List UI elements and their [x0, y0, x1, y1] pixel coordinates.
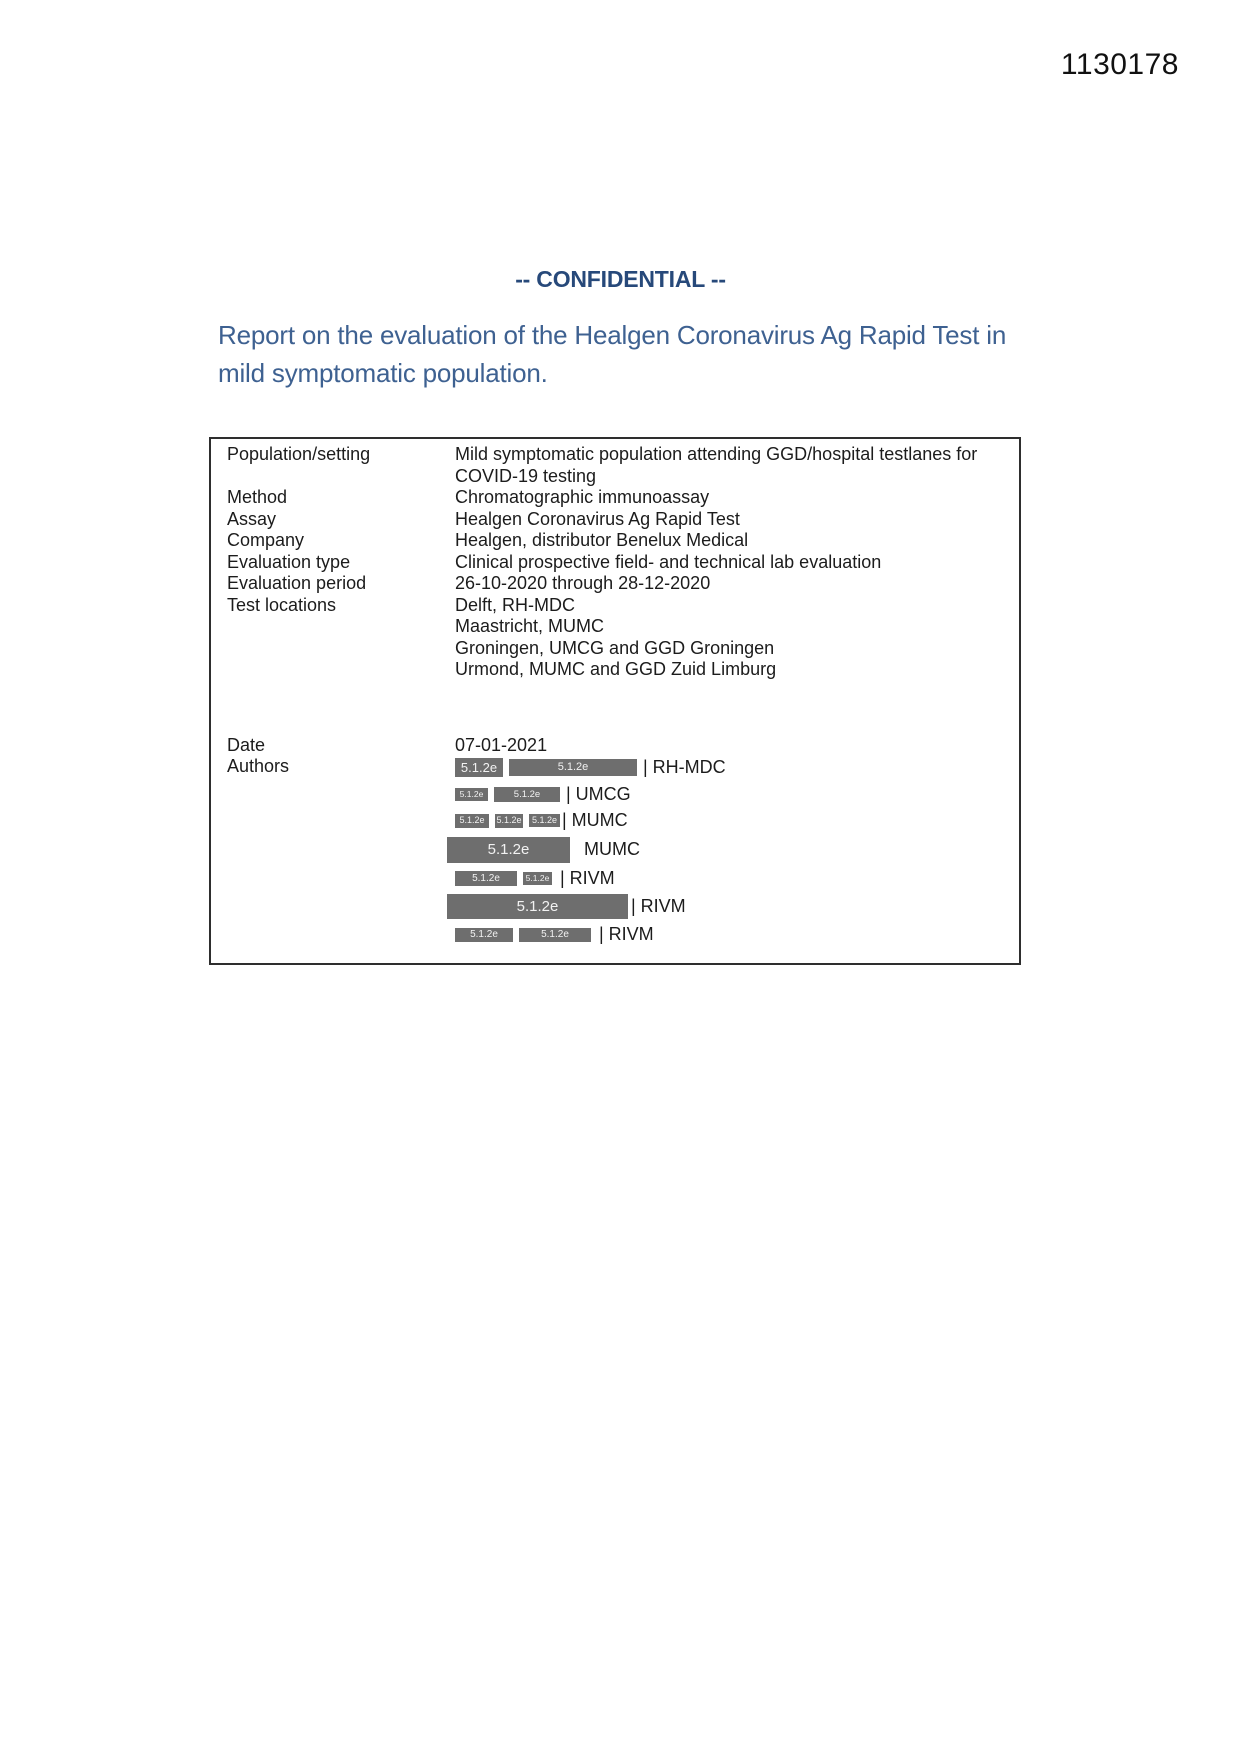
table-row [227, 573, 1019, 595]
redaction-box: 5.1.2e [529, 814, 560, 827]
author-line [447, 894, 1019, 919]
redaction-box: 5.1.2e [455, 871, 517, 886]
row-label: Population/setting [227, 444, 371, 464]
report-title-line: mild symptomatic population. [218, 358, 548, 388]
value-line: Healgen, distributor Benelux Medical [455, 530, 749, 550]
author-affiliation: | UMCG [566, 783, 631, 804]
row-value [455, 444, 1019, 487]
author-line [447, 837, 1019, 863]
author-affiliation: | MUMC [562, 810, 628, 830]
row-label: Method [227, 487, 288, 507]
table-row [227, 595, 1019, 681]
value-line: Clinical prospective field- and technical lab evaluation [455, 551, 882, 572]
row-label: Company [227, 530, 305, 550]
author-affiliation: | RIVM [599, 924, 654, 944]
authors-list [455, 757, 1019, 951]
row-label: Authors [227, 756, 290, 776]
value-line: 26-10-2020 through 28-12-2020 [455, 573, 711, 593]
row-label: Evaluation period [227, 573, 367, 593]
table-row [227, 444, 1019, 487]
redaction-box: 5.1.2e [455, 758, 503, 777]
redaction-box: 5.1.2e [494, 787, 560, 802]
table-row [227, 552, 1019, 574]
row-value [455, 530, 1019, 552]
author-line [455, 784, 1019, 806]
table-row [227, 509, 1019, 531]
row-value [455, 595, 1019, 681]
redaction-box: 5.1.2e [519, 928, 591, 942]
authors-row [227, 756, 1019, 951]
redaction-box: 5.1.2e [495, 814, 523, 828]
value-line: Chromatographic immunoassay [455, 487, 710, 507]
redaction-box: 5.1.2e [455, 788, 488, 801]
author-line [455, 810, 1019, 832]
report-title-line: Report on the evaluation of the Healgen Coronavirus Ag Rapid Test in [218, 320, 1007, 350]
row-value [455, 487, 1019, 509]
value-line: Maastricht, MUMC [455, 616, 605, 636]
value-line: Healgen Coronavirus Ag Rapid Test [455, 508, 740, 529]
redaction-box: 5.1.2e [447, 894, 628, 919]
row-label: Assay [227, 508, 277, 529]
author-affiliation: MUMC [584, 838, 640, 859]
table-row [227, 530, 1019, 552]
info-table [209, 437, 1021, 965]
table-row [227, 487, 1019, 509]
row-value [455, 552, 1019, 574]
author-line [455, 868, 1019, 890]
redaction-box: 5.1.2e [455, 814, 489, 828]
page-number: 1130178 [1060, 48, 1179, 81]
confidential-heading: -- CONFIDENTIAL -- [515, 266, 726, 292]
table-gap [227, 681, 1019, 735]
author-affiliation: | RIVM [560, 867, 615, 888]
date-row [227, 735, 1019, 757]
row-value [455, 735, 1019, 757]
row-label: Test locations [227, 594, 337, 615]
row-value [455, 573, 1019, 595]
redaction-box: 5.1.2e [447, 837, 570, 863]
date-value: 07-01-2021 [455, 734, 548, 755]
author-line [455, 757, 1019, 779]
value-line: Mild symptomatic population attending GGD/hospital testlanes for [455, 444, 978, 464]
redaction-box: 5.1.2e [523, 872, 552, 885]
row-label: Evaluation type [227, 551, 351, 572]
value-line: Groningen, UMCG and GGD Groningen [455, 637, 775, 658]
author-affiliation: | RIVM [631, 895, 686, 916]
row-label: Date [227, 734, 266, 755]
row-value [455, 509, 1019, 531]
author-affiliation: | RH-MDC [643, 757, 726, 777]
report-title [218, 316, 1006, 392]
redaction-box: 5.1.2e [455, 928, 513, 942]
redaction-box: 5.1.2e [509, 759, 637, 776]
value-line: Delft, RH-MDC [455, 594, 575, 615]
value-line: Urmond, MUMC and GGD Zuid Limburg [455, 659, 777, 679]
author-line [455, 924, 1019, 946]
value-line: COVID-19 testing [455, 465, 597, 486]
